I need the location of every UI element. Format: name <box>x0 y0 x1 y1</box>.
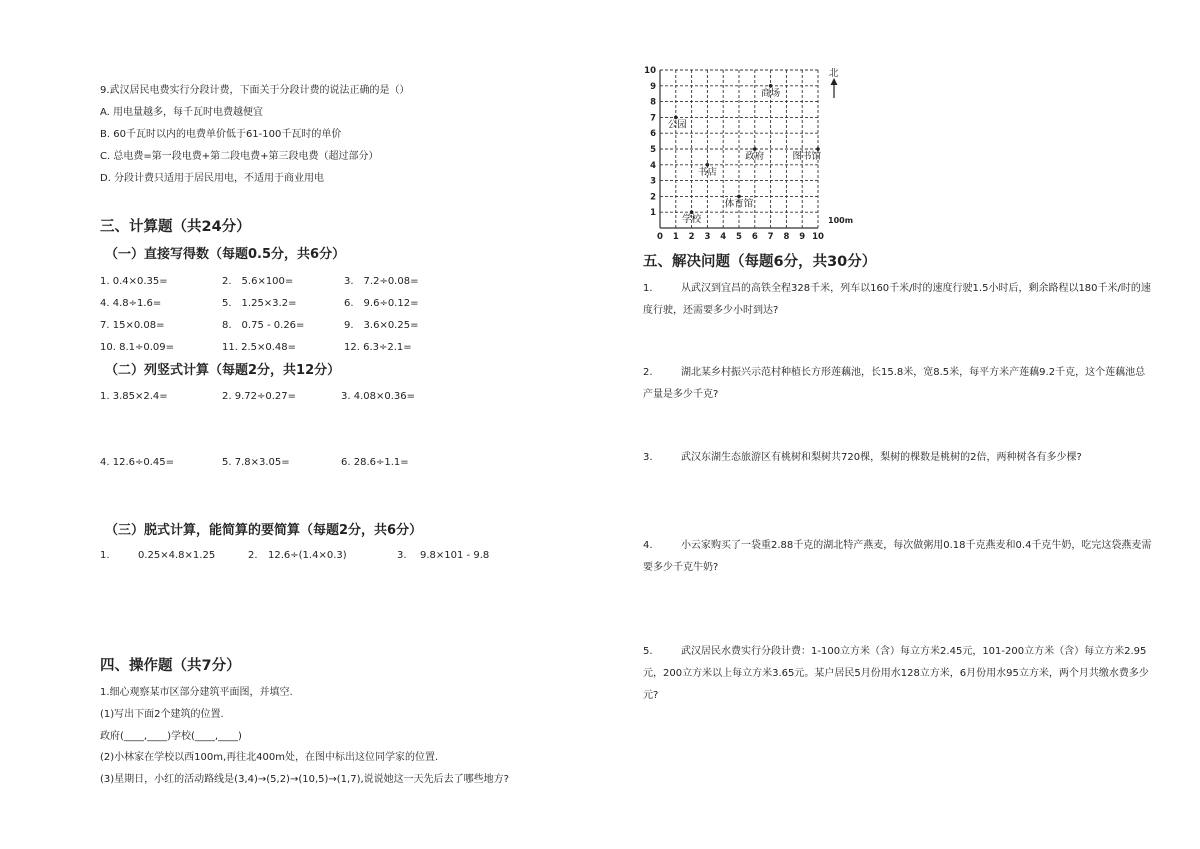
calc-item: 2. 5.6×100= <box>222 276 294 287</box>
place-label: 学校 <box>682 214 702 226</box>
problem-number: 1. <box>643 283 653 294</box>
calc-item: 4. 12.6÷0.45= <box>100 457 175 468</box>
calc-item: 1. 3.85×2.4= <box>100 391 168 402</box>
section-5-title: 五、解决问题（每题6分，共30分） <box>643 254 877 270</box>
calc-item: 7. 15×0.08= <box>100 320 165 331</box>
x-tick-label: 6 <box>751 232 758 242</box>
place-label: 图书馆 <box>792 151 821 162</box>
place-label: 政府 <box>745 151 765 162</box>
problem-4 <box>643 535 1153 579</box>
north-label: 北 <box>829 68 839 79</box>
place-label: 体育馆 <box>724 198 754 210</box>
calc-expression: 12.6÷(1.4×0.3) <box>268 550 347 561</box>
problem-number: 5. <box>643 646 653 657</box>
x-tick-label: 3 <box>704 232 711 242</box>
calc-item: 8. 0.75 - 0.26= <box>222 320 305 331</box>
x-tick-label: 8 <box>783 232 790 242</box>
calc-item: 6. 9.6÷0.12= <box>344 298 419 309</box>
problem-1 <box>643 278 1153 322</box>
calc-item: 3. 7.2÷0.08= <box>344 276 419 287</box>
calc-item: 2. 9.72÷0.27= <box>222 391 297 402</box>
y-tick-label: 7 <box>650 113 656 124</box>
op-line: (3)星期日，小红的活动路线是(3,4)→(5,2)→(10,5)→(1,7),说说她这一天先后去了哪些地方? <box>100 774 509 785</box>
problem-number: 4. <box>643 540 653 551</box>
part-3-title: （三）脱式计算，能简算的要简算（每题2分，共6分） <box>105 523 423 538</box>
calc-item: 1. 0.4×0.35= <box>100 276 168 287</box>
calc-item: 3. 4.08×0.36= <box>341 391 416 402</box>
calc-expression: 9.8×101 - 9.8 <box>420 550 490 561</box>
calc-item: 10. 8.1÷0.09= <box>100 342 175 353</box>
op-line: 1.细心观察某市区部分建筑平面图，并填空. <box>100 687 293 698</box>
problem-text: 武汉东湖生态旅游区有桃树和梨树共720棵，梨树的棵数是桃树的2倍，两种树各有多少棵? <box>681 452 1082 463</box>
y-tick-label: 1 <box>650 208 656 219</box>
y-tick-label: 5 <box>650 145 656 155</box>
q9-option-c: C. 总电费=第一段电费+第二段电费+第三段电费（超过部分） <box>100 151 379 162</box>
calc-number: 2. <box>248 550 258 561</box>
place-label: 书店 <box>697 166 717 178</box>
op-line: (2)小林家在学校以西100m,再往北400m处，在图中标出这位同学家的位置. <box>100 752 439 763</box>
calc-item: 11. 2.5×0.48= <box>222 342 297 353</box>
y-tick-label: 3 <box>650 176 656 187</box>
x-tick-label: 0 <box>657 232 663 242</box>
calc-number: 3. <box>397 550 407 561</box>
calc-item: 6. 28.6÷1.1= <box>341 457 409 468</box>
op-line: (1)写出下面2个建筑的位置. <box>100 709 224 720</box>
place-label: 商场 <box>761 87 781 99</box>
calc-item: 9. 3.6×0.25= <box>344 320 419 331</box>
problem-number: 3. <box>643 452 653 463</box>
x-tick-label: 9 <box>799 232 806 242</box>
map-places <box>668 84 822 225</box>
calc-item: 5. 7.8×3.05= <box>222 457 290 468</box>
calc-number: 1. <box>100 550 110 561</box>
calc-expression: 0.25×4.8×1.25 <box>138 550 216 561</box>
x-tick-label: 7 <box>767 232 774 242</box>
problem-3 <box>643 447 1153 469</box>
x-tick-label: 1 <box>672 232 679 242</box>
y-tick-label: 4 <box>650 160 656 171</box>
section-4-title: 四、操作题（共7分） <box>100 658 241 674</box>
section-3-title: 三、计算题（共24分） <box>100 219 251 235</box>
q9-stem: 9.武汉居民电费实行分段计费，下面关于分段计费的说法正确的是（） <box>100 85 410 96</box>
y-tick-label: 9 <box>650 81 656 92</box>
problem-text: 从武汉到宜昌的高铁全程328千米，列车以160千米/时的速度行驶1.5小时后，剩余路程以180千米/时的速度行驶，还需要多少小时到达? <box>643 283 1151 316</box>
x-tick-label: 5 <box>736 232 742 242</box>
y-tick-label: 10 <box>644 66 656 76</box>
scale-label: 100m <box>828 216 854 225</box>
calc-item: 4. 4.8÷1.6= <box>100 298 162 309</box>
place-label: 公园 <box>667 119 687 131</box>
calc-item: 12. 6.3÷2.1= <box>344 342 412 353</box>
q9-option-b: B. 60千瓦时以内的电费单价低于61-100千瓦时的单价 <box>100 129 342 140</box>
y-tick-label: 6 <box>650 129 656 140</box>
y-tick-label: 8 <box>650 97 656 108</box>
x-tick-label: 4 <box>720 232 727 242</box>
part-1-title: （一）直接写得数（每题0.5分，共6分） <box>105 247 346 262</box>
q9-option-a: A. 用电量越多，每千瓦时电费越便宜 <box>100 107 264 118</box>
north-arrow-icon <box>831 78 838 98</box>
x-tick-label: 10 <box>812 232 824 242</box>
problem-text: 武汉居民水费实行分段计费：1-100立方米（含）每立方米2.45元，101-200立方米（含）每立方米2.95元，200立方米以上每立方米3.65元。某户居民5月份用水128立方米，6月份用水95立方米，两个月共缴水费多少元? <box>643 646 1149 701</box>
city-map-grid <box>640 60 880 245</box>
op-line: 政府(____,____)学校(____,____) <box>100 731 242 742</box>
calc-item: 5. 1.25×3.2= <box>222 298 297 309</box>
part-2-title: （二）列竖式计算（每题2分，共12分） <box>105 363 341 378</box>
problem-5 <box>643 641 1153 707</box>
q9-option-d: D. 分段计费只适用于居民用电，不适用于商业用电 <box>100 173 325 184</box>
problem-text: 湖北某乡村振兴示范村种植长方形莲藕池，长15.8米，宽8.5米，每平方米产莲藕9.2千克，这个莲藕池总产量是多少千克? <box>643 367 1146 400</box>
problem-2 <box>643 362 1153 406</box>
problem-text: 小云家购买了一袋重2.88千克的湖北特产燕麦，每次做粥用0.18千克燕麦和0.4千克牛奶，吃完这袋燕麦需要多少千克牛奶? <box>643 540 1152 573</box>
problem-number: 2. <box>643 367 653 378</box>
y-tick-label: 2 <box>650 192 656 203</box>
x-tick-label: 2 <box>688 232 695 242</box>
